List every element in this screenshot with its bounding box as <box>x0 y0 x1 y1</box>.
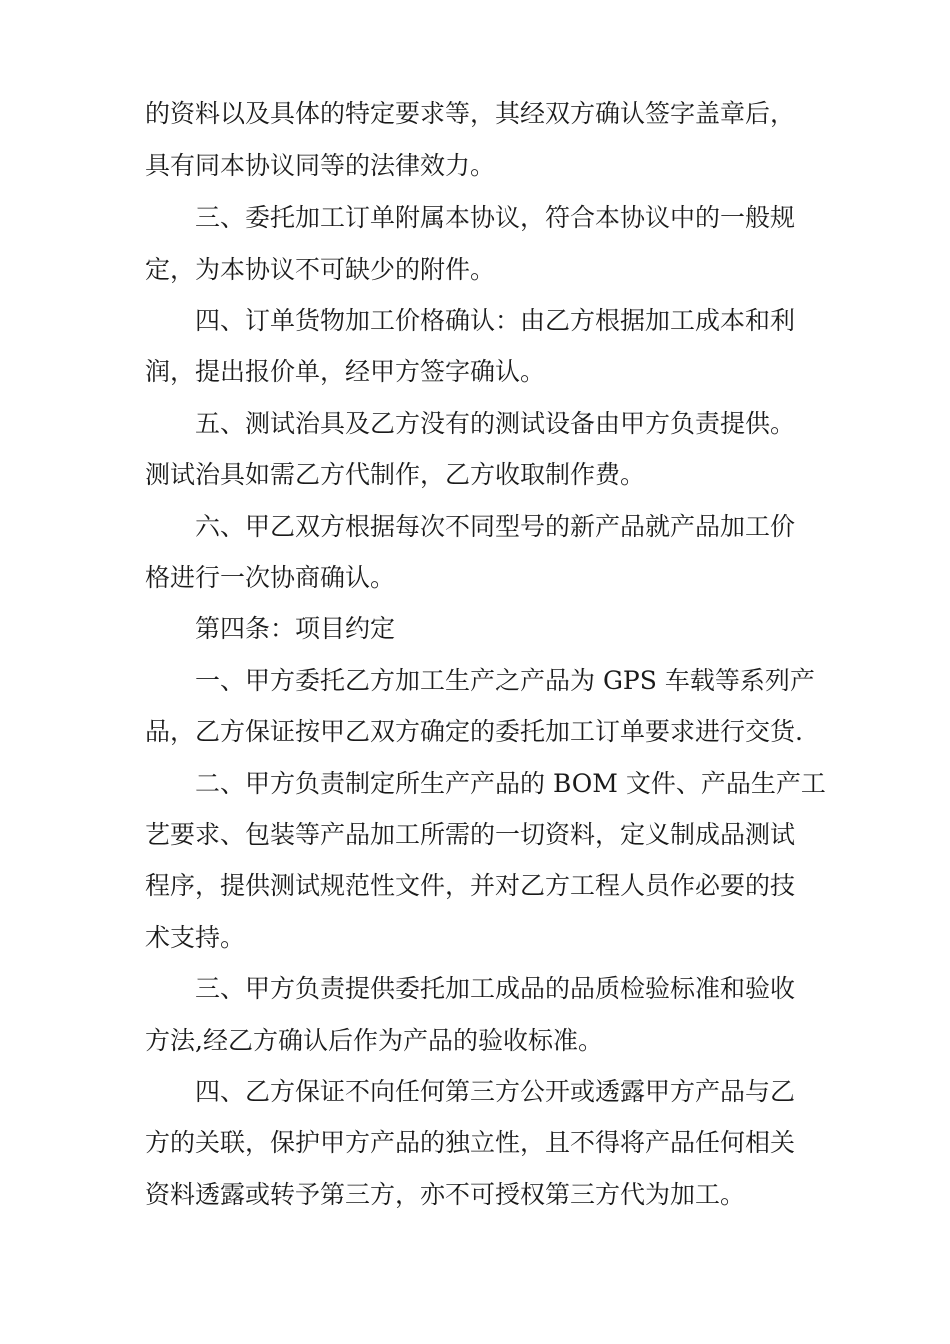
paragraph-line-first: 五、测试治具及乙方没有的测试设备由甲方负责提供。 <box>195 409 796 438</box>
paragraph-line-first: 一、甲方委托乙方加工生产之产品为 GPS 车载等系列产 <box>195 666 815 695</box>
body-line-continuation: 方的关联，保护甲方产品的独立性，且不得将产品任何相关 <box>145 1128 796 1157</box>
paragraph-line-first: 四、订单货物加工价格确认：由乙方根据加工成本和利 <box>195 306 796 335</box>
body-line-continuation: 润，提出报价单，经甲方签字确认。 <box>145 357 546 386</box>
paragraph-line-first: 三、委托加工订单附属本协议，符合本协议中的一般规 <box>195 203 796 232</box>
paragraph-line-first: 四、乙方保证不向任何第三方公开或透露甲方产品与乙 <box>195 1077 796 1106</box>
paragraph-line-first: 六、甲乙双方根据每次不同型号的新产品就产品加工价 <box>195 512 796 541</box>
body-line-continuation: 程序，提供测试规范性文件，并对乙方工程人员作必要的技 <box>145 871 796 900</box>
paragraph-line-first: 三、甲方负责提供委托加工成品的品质检验标准和验收 <box>195 974 796 1003</box>
body-line-continuation: 艺要求、包装等产品加工所需的一切资料，定义制成品测试 <box>145 820 796 849</box>
body-line-continuation: 资料透露或转予第三方，亦不可授权第三方代为加工。 <box>145 1180 746 1209</box>
body-line-continuation: 测试治具如需乙方代制作，乙方收取制作费。 <box>145 460 646 489</box>
paragraph-line-first: 二、甲方负责制定所生产产品的 BOM 文件、产品生产工 <box>195 769 826 798</box>
body-line-continuation: 格进行一次协商确认。 <box>145 563 396 592</box>
body-line-continuation: 具有同本协议同等的法律效力。 <box>145 151 496 180</box>
body-line-continuation: 方法,经乙方确认后作为产品的验收标准。 <box>145 1026 603 1055</box>
section-heading: 第四条：项目约定 <box>195 614 396 643</box>
body-line-continuation: 品，乙方保证按甲乙双方确定的委托加工订单要求进行交货. <box>145 717 803 746</box>
body-line-continuation: 术支持。 <box>145 923 246 952</box>
body-line-continuation: 的资料以及具体的特定要求等，其经双方确认签字盖章后， <box>145 99 796 128</box>
body-line-continuation: 定，为本协议不可缺少的附件。 <box>145 255 496 284</box>
